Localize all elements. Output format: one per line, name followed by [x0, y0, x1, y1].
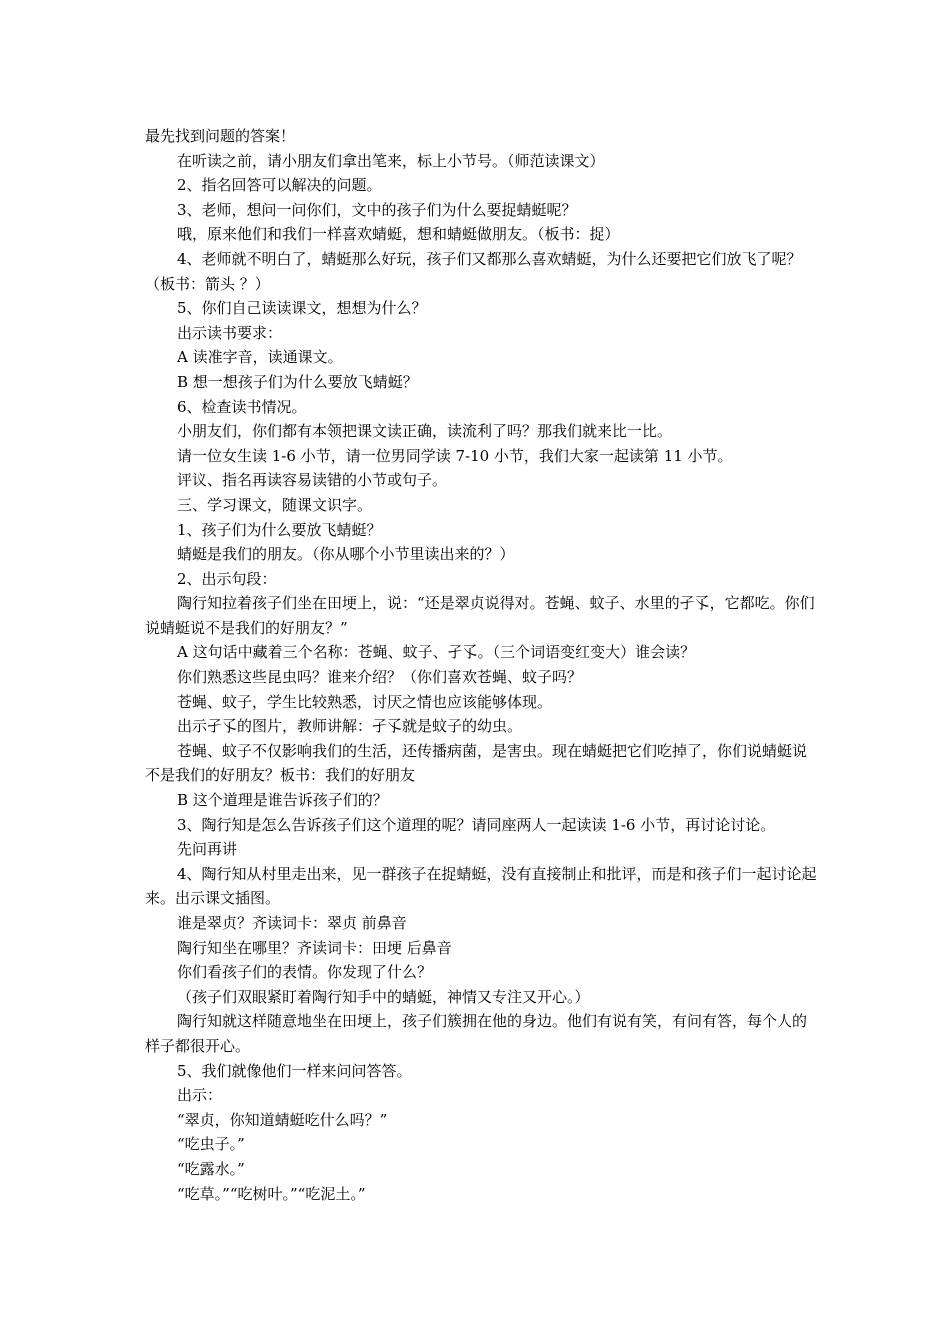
paragraph: 哦，原来他们和我们一样喜欢蜻蜓，想和蜻蜓做朋友。（板书：捉） [177, 225, 620, 244]
paragraph: （孩子们双眼紧盯着陶行知手中的蜻蜓，神情又专注又开心。） [177, 987, 590, 1006]
paragraph: 5、我们就像他们一样来问问答答。 [177, 1061, 412, 1080]
paragraph: 苍蝇、蚊子，学生比较熟悉，讨厌之情也应该能够体现。 [177, 692, 553, 711]
paragraph: 最先找到问题的答案！ [145, 127, 296, 145]
paragraph: 小朋友们，你们都有本领把课文读正确，读流利了吗？那我们就来比一比。 [177, 422, 673, 441]
paragraph: 陶行知就这样随意地坐在田埂上，孩子们簇拥在他的身边。他们有说有笑，有问有答，每个人的样子都很开心。 [145, 1012, 808, 1055]
paragraph: 2、指名回答可以解决的问题。 [177, 176, 382, 195]
paragraph: A 读准字音，读通课文。 [177, 348, 343, 367]
paragraph: 出示： [177, 1086, 223, 1105]
paragraph: 你们看孩子们的表情。你发现了什么？ [177, 963, 433, 982]
paragraph: 谁是翠贞？齐读词卡：翠贞 前鼻音 [177, 914, 407, 932]
paragraph: 三、学习课文，随课文识字。 [177, 495, 373, 514]
paragraph: B 想一想孩子们为什么要放飞蜻蜓？ [177, 372, 418, 391]
paragraph: 请一位女生读 1-6 小节，请一位男同学读 7-10 小节，我们大家一起读第 11 小节。 [177, 446, 733, 465]
paragraph: 1、孩子们为什么要放飞蜻蜓？ [177, 520, 382, 539]
paragraph: 出示孑孓的图片，教师讲解：孑孓就是蚊子的幼虫。 [177, 717, 523, 736]
paragraph: B 这个道理是谁告诉孩子们的？ [177, 791, 388, 810]
paragraph: 3、陶行知是怎么告诉孩子们这个道理的呢？请同座两人一起读读 1-6 小节，再讨论讨论。 [177, 815, 776, 834]
paragraph: 5、你们自己读读课文，想想为什么？ [177, 299, 427, 318]
paragraph: 蜻蜓是我们的朋友。（你从哪个小节里读出来的？） [177, 545, 515, 564]
paragraph: A 这句话中藏着三个名称：苍蝇、蚊子、孑孓。（三个词语变红变大）谁会读？ [177, 643, 696, 662]
paragraph: 出示读书要求： [177, 323, 283, 342]
paragraph: “翠贞，你知道蜻蜓吃什么吗？” [177, 1110, 388, 1129]
paragraph: “吃草。”“吃树叶。”“吃泥土。” [177, 1184, 366, 1203]
paragraph: 6、检查读书情况。 [177, 397, 307, 416]
paragraph: 先问再讲 [177, 840, 238, 859]
paragraph: 在听读之前，请小朋友们拿出笔来，标上小节号。（师范读课文） [177, 151, 605, 170]
paragraph: 2、出示句段： [177, 569, 277, 588]
paragraph: 4、老师就不明白了，蜻蜓那么好玩，孩子们又都那么喜欢蜻蜓，为什么还要把它们放飞了呢？（板书：箭头 ？） [145, 249, 802, 293]
paragraph: 3、老师，想问一问你们，文中的孩子们为什么要捉蜻蜓呢？ [177, 200, 577, 219]
paragraph: 陶行知拉着孩子们坐在田埂上，说：“还是翠贞说得对。苍蝇、蚊子、水里的孑孓，它都吃。你们说蜻蜓说不是我们的好朋友？” [145, 594, 815, 637]
paragraph: “吃露水。” [177, 1159, 245, 1178]
paragraph: 苍蝇、蚊子不仅影响我们的生活，还传播病菌，是害虫。现在蜻蜓把它们吃掉了，你们说蜻蜓说不是我们的好朋友？板书：我们的好朋友 [145, 741, 808, 785]
paragraph: 陶行知坐在哪里？齐读词卡：田埂 后鼻音 [177, 938, 452, 957]
paragraph: 评议、指名再读容易读错的小节或句子。 [177, 471, 448, 490]
paragraph: “吃虫子。” [177, 1135, 245, 1154]
paragraph: 4、陶行知从村里走出来，见一群孩子在捉蜻蜓，没有直接制止和批评，而是和孩子们一起讨论起来。出示课文插图。 [145, 864, 817, 908]
document-body [145, 124, 817, 1206]
paragraph: 你们熟悉这些昆虫吗？谁来介绍？（你们喜欢苍蝇、蚊子吗？ [177, 668, 583, 687]
